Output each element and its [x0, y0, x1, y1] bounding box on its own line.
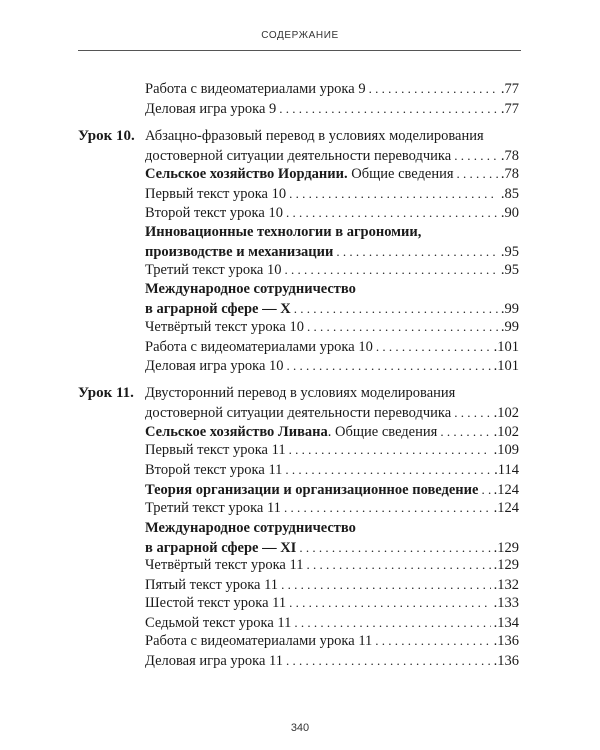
toc-entry[interactable] — [145, 222, 519, 262]
toc-entry[interactable] — [145, 480, 519, 500]
page-ref: .136 — [493, 633, 519, 650]
page-ref: .134 — [493, 614, 519, 631]
entry-title: Третий текст урока 11 — [145, 500, 281, 517]
toc-entry[interactable] — [145, 593, 519, 613]
page-ref: .90 — [500, 205, 519, 222]
entry-title: Первый текст урока 11 — [145, 442, 286, 459]
toc-entry[interactable] — [145, 356, 519, 376]
leader-dots — [375, 631, 490, 651]
leader-dots — [289, 440, 491, 460]
toc-entry[interactable] — [145, 422, 519, 442]
lesson-title-line: достоверной ситуации деятельности переводчика — [145, 404, 452, 421]
entry-title: Первый текст урока 10 — [145, 185, 287, 202]
leader-dots — [294, 613, 490, 633]
entry-title: Работа с видеоматериалами урока 9 — [145, 81, 366, 97]
entry-title: Деловая игра урока 10 — [145, 358, 284, 375]
toc-entry[interactable] — [145, 575, 519, 595]
entry-title: Работа с видеоматериалами урока 10 — [145, 338, 373, 355]
entry-title: Инновационные технологии в агрономии, — [145, 224, 422, 240]
entry-title: производстве и механизации — [145, 244, 334, 260]
leader-dots — [369, 79, 498, 99]
leader-dots — [440, 422, 490, 442]
leader-dots — [286, 203, 498, 223]
page-ref: .95 — [500, 262, 519, 279]
page-ref: .124 — [493, 500, 519, 517]
lesson-title-line: достоверной ситуации деятельности переводчика — [145, 148, 452, 165]
lesson-title-entry[interactable] — [145, 383, 519, 423]
running-header: СОДЕРЖАНИЕ — [261, 30, 339, 41]
page-number: 340 — [290, 722, 310, 734]
lesson-title-line: Двусторонний перевод в условиях моделирования — [145, 384, 456, 401]
leader-dots — [454, 146, 498, 166]
leader-dots — [289, 593, 491, 613]
toc-entry[interactable] — [145, 555, 519, 575]
page-ref: .101 — [493, 338, 519, 355]
page-ref: .102 — [493, 423, 519, 440]
page-ref: .132 — [493, 576, 519, 593]
page-ref: .101 — [493, 358, 519, 375]
leader-dots — [294, 299, 498, 319]
entry-title: Деловая игра урока 11 — [145, 652, 283, 669]
leader-dots — [457, 164, 498, 184]
entry-title: Четвёртый текст урока 11 — [145, 557, 304, 573]
page-ref: .114 — [494, 462, 519, 478]
entry-title: Пятый текст урока 11 — [145, 576, 279, 593]
toc-entry[interactable] — [145, 260, 519, 280]
toc-entry[interactable] — [145, 518, 519, 558]
toc-entry[interactable] — [145, 460, 519, 480]
toc-entry[interactable] — [145, 279, 519, 319]
entry-title: Седьмой текст урока 11 — [145, 614, 292, 631]
lesson-title-entry[interactable] — [145, 126, 519, 166]
leader-dots — [284, 498, 491, 518]
page-ref: .124 — [493, 481, 519, 498]
page-ref: .85 — [500, 185, 519, 202]
page-ref: .78 — [500, 166, 519, 183]
page-ref: .77 — [500, 81, 519, 97]
toc-entry[interactable] — [145, 184, 519, 204]
lesson-label: Урок 11. — [78, 384, 134, 401]
toc-entry[interactable] — [145, 79, 519, 99]
toc-entry[interactable] — [145, 164, 519, 184]
leader-dots — [336, 242, 498, 262]
header-rule — [78, 50, 521, 51]
page-ref: .109 — [493, 442, 519, 459]
entry-title: Сельское хозяйство Ливана. Общие сведения — [145, 423, 438, 440]
leader-dots — [306, 555, 490, 575]
toc-entry[interactable] — [145, 631, 519, 651]
entry-title: Четвёртый текст урока 10 — [145, 319, 304, 335]
toc-entry[interactable] — [145, 317, 519, 337]
page-ref: .78 — [500, 148, 519, 165]
entry-title: Третий текст урока 10 — [145, 262, 282, 279]
page-ref: .129 — [493, 539, 519, 556]
entry-title: Деловая игра урока 9 — [145, 100, 277, 117]
entry-title: Второй текст урока 11 — [145, 462, 283, 478]
leader-dots — [285, 460, 491, 480]
lesson-title-line: Абзацно-фразовый перевод в условиях моделирования — [145, 128, 484, 145]
leader-dots — [376, 337, 491, 357]
leader-dots — [454, 403, 490, 423]
entry-title: Теория организации и организационное поведение — [145, 481, 479, 498]
page-ref: .99 — [500, 319, 519, 335]
toc-entry[interactable] — [145, 498, 519, 518]
leader-dots — [287, 356, 491, 376]
leader-dots — [281, 575, 491, 595]
page-ref: .77 — [500, 100, 519, 117]
page-ref: .133 — [493, 595, 519, 612]
entry-title: Сельское хозяйство Иордании. Общие сведения — [145, 166, 454, 183]
entry-title: Международное сотрудничество — [145, 519, 356, 536]
entry-title: Международное сотрудничество — [145, 280, 356, 297]
leader-dots — [279, 99, 498, 119]
lesson-label: Урок 10. — [78, 128, 135, 145]
leader-dots — [289, 184, 498, 204]
leader-dots — [307, 317, 498, 337]
entry-title: Работа с видеоматериалами урока 11 — [145, 633, 373, 650]
page-ref: .99 — [500, 300, 519, 317]
toc-entry[interactable] — [145, 99, 519, 119]
entry-title: в аграрной сфере — XI — [145, 539, 297, 556]
toc-entry[interactable] — [145, 613, 519, 633]
toc-entry[interactable] — [145, 337, 519, 357]
entry-title: Второй текст урока 10 — [145, 205, 283, 222]
leader-dots — [284, 260, 497, 280]
page-ref: .129 — [493, 557, 519, 573]
leader-dots — [286, 651, 491, 671]
page-ref: .136 — [493, 652, 519, 669]
page-ref: .102 — [493, 404, 519, 421]
toc-entry[interactable] — [145, 651, 519, 671]
toc-entry[interactable] — [145, 440, 519, 460]
page-ref: .95 — [500, 244, 519, 260]
leader-dots — [481, 480, 490, 500]
entry-title: Шестой текст урока 11 — [145, 595, 287, 612]
toc-entry[interactable] — [145, 203, 519, 223]
entry-title: в аграрной сфере — X — [145, 300, 291, 317]
